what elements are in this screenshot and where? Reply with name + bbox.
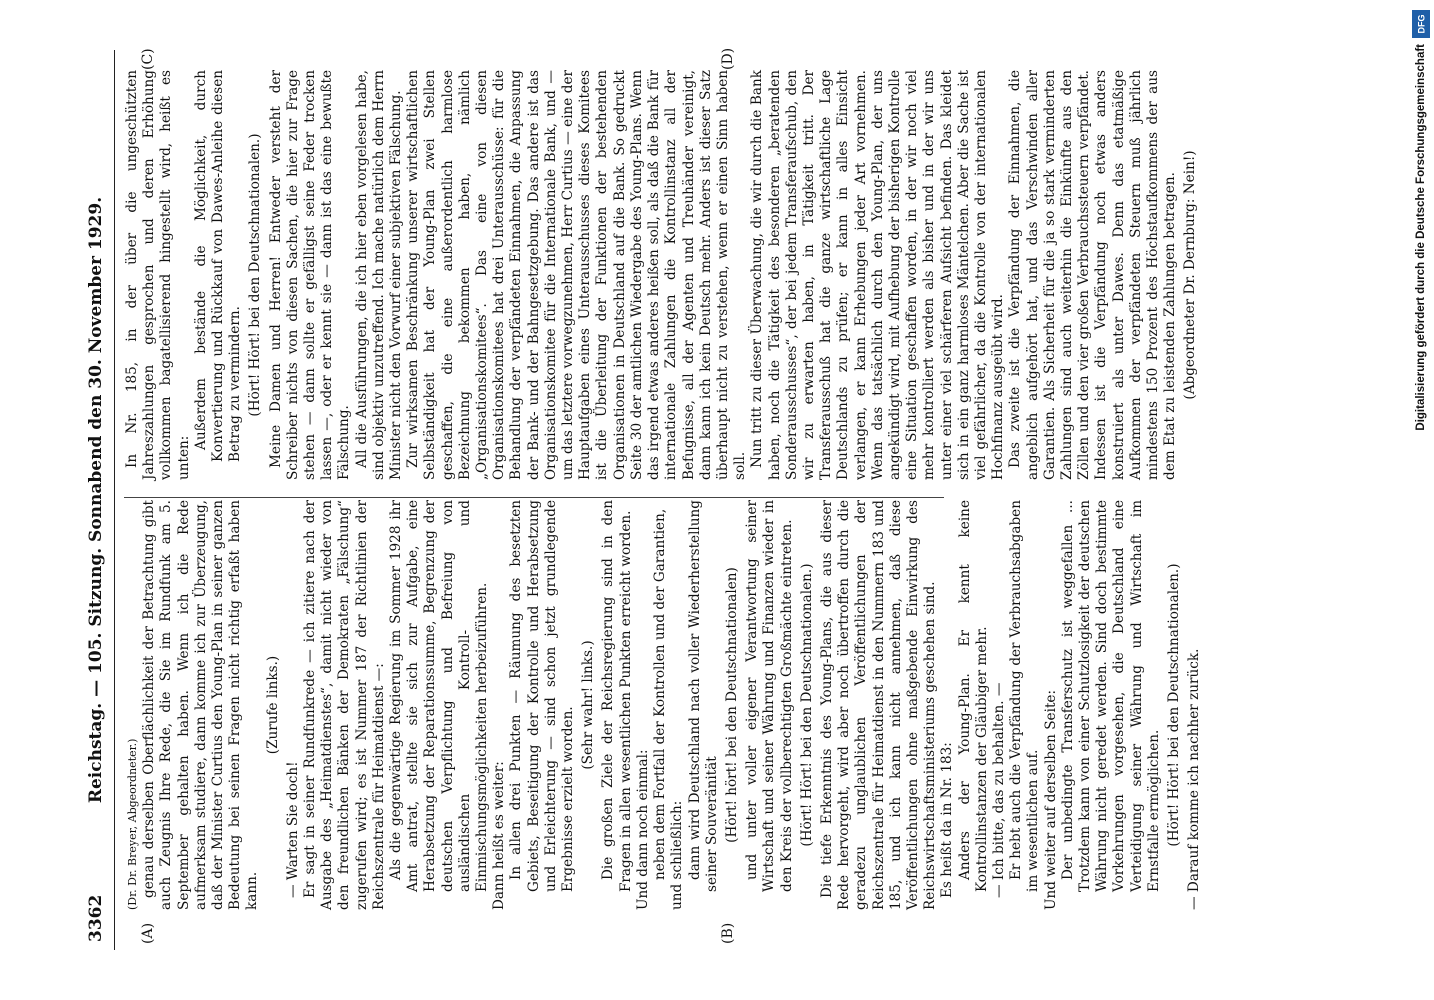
interjection: (Hört! Hört! bei den Deutschnationalen.) — [798, 563, 815, 847]
paragraph: Er sagt in seiner Rundfunkrede — ich zitiere nach der Ausgabe des „Heimatdienstes“, damit nicht wieder von den freundlichen Bänken der Demokraten „Fälschung“ zugerufen wird; es ist Nummer 187 der Richtlinien der Reichszentrale für Heimatdienst —: — [302, 500, 387, 910]
quotation: In allen drei Punkten — Räumung des besetzten Gebiets, Beseitigung der Kontrolle und Herabsetzung und Erleichterung — sind schon jetzt grundlegende Ergebnisse erzielt worden. — [508, 500, 577, 892]
quotation: dann wird Deutschland nach voller Wiederherstellung seiner Souveränität — [686, 500, 720, 892]
paragraph: Das zweite ist die Verpfändung der Einnahmen, die angeblich aufgehört hat, und das Verschwinden aller Garantien. Als Sicherheit für die ja so stark verminderten Zahlungen sind auch weiterhin die Einkünfte aus den Zöllen und den vier großen Verbrauchssteuern verpfändet. Indessen ist die Verpfändung noch etwas anders konstruiert als unter Dawes. Denn das etatmäßige Aufkommen der verpfändeten Steuern muß jährlich mindestens 150 Prozent des Höchstaufkommens der aus dem Etat zu leistenden Zahlungen betragen. — [1007, 70, 1179, 480]
quotation: Außerdem bestände die Möglichkeit, durch Konvertierung und Rückkauf von Dawes-Anleihe diesen Betrag zu vermindern. — [192, 70, 244, 462]
quotation: Anders der Young-Plan. Er kennt keine Kontrollinstanzen der Gläubiger mehr. — [956, 500, 990, 892]
header-rule — [114, 50, 115, 950]
document-page — [80, 47, 1380, 950]
funding-notice: Digitalisierung gefördert durch die Deutsche Forschungsgemeinschaft — [1415, 44, 1427, 431]
speaker-line: (Dr. Dr. Breyer, Abgeordneter.) — [126, 738, 139, 910]
paragraph: — Ich bitte, das zu behalten. — — [990, 682, 1007, 898]
paragraph: Und dann noch einmal: — [634, 749, 651, 910]
paragraph: In Nr. 185, in der über die ungeschützten Jahreszahlungen gesprochen und deren Erhöhung vollkommen bagatellisierend hingestellt wird, heißt es unten: — [124, 70, 192, 480]
margin-letter-d: (D) — [720, 47, 736, 70]
interjection: (Hört! Hört! bei den Deutschnationalen.) — [247, 133, 264, 417]
interjection: (Abgeordneter Dr. Dernburg: Nein!) — [1182, 150, 1199, 400]
dfg-logo-icon — [1412, 10, 1430, 38]
quotation: und unter voller eigener Verantwortung seiner Wirtschaft und seiner Währung und Finanzen wieder in den Kreis der vollberechtigten Großmächte eintreten. — [744, 500, 795, 892]
quotation: Als die gegenwärtige Regierung im Sommer 1928 ihr Amt antrat, stellte sie sich zur Aufgabe, eine Herabsetzung der Reparationssumme, Begrenzung der deutschen Verpflichtung und Befreiung von ausländischen Kontroll- und Einmischungsmöglichkeiten herbeizuführen. — [388, 500, 491, 892]
paragraph: und schließlich: — [669, 800, 686, 910]
paragraph: — Darauf komme ich nachher zurück. — [1186, 648, 1203, 910]
paragraph: Zur wirksamen Beschränkung unserer wirtschaftlichen Selbständigkeit hat der Young-Plan zwei Stellen geschaffen, die eine außerordentlich harmlose Bezeichnung bekommen haben, nämlich „Organisationskomitees“. Das eine von diesen Organisationskomitees hat drei Unterausschüsse: für die Behandlung der verpfändeten Einnahmen, die Anpassung der Bank- und der Bahngesetzgebung. Das andere ist das Organisationskomitee für die Internationale Bank, und — um das letztere vorwegzunehmen, Herr Curtius — eine der Hauptaufgaben eines Unterausschusses dieses Komitees ist die Überleitung der Funktionen der bestehenden Organisationen in Deutschland auf die Bank. So gedruckt Seite 30 der amtlichen Wiedergabe des Young-Plans. Wenn das irgend etwas anderes heißen soll, als daß die Bank für internationale Zahlungen die Kontrollinstanz all der Befugnisse, all der Agenten und Treuhänder vereinigt, dann kann ich kein Deutsch mehr. Anders ist dieser Satz überhaupt nicht zu verstehen, wenn er einen Sinn haben soll. — [405, 70, 749, 480]
left-column — [124, 500, 1203, 910]
page-number: 3362 — [86, 894, 106, 942]
page-header — [80, 50, 114, 950]
quotation: Der unbedingte Transferschutz ist weggefallen ... Trotzdem kann von einer Schutzlosigkeit der deutschen Währung nicht geredet werden. Sind doch bestimmte Vorkehrungen vorgesehen, die Deutschland eine Verteidigung seiner Währung und Wirtschaft im Ernstfalle ermöglichen. — [1059, 500, 1162, 892]
digitization-stamp — [1408, 8, 1434, 993]
interjection: (Hört! hört! bei den Deutschnationalen) — [723, 567, 740, 843]
interjection: (Zurufe links.) — [264, 655, 281, 755]
paragraph: Und weiter auf derselben Seite: — [1042, 689, 1059, 910]
paragraph: All die Ausführungen, die ich hier eben vorgelesen habe, sind objektiv unzutreffend. Ich mache natürlich dem Herrn Minister nicht den Vorwurf einer subjektiven Fälschung. — [353, 70, 405, 480]
right-column — [124, 70, 1203, 480]
quotation: Er hebt auch die Verpfändung der Verbrauchsabgaben im wesentlichen auf. — [1008, 500, 1042, 892]
paragraph: Die tiefe Erkenntnis des Young-Plans, die aus dieser Rede hervorgeht, wird aber noch übertroffen durch die geradezu unglaublichen Veröffentlichungen der Reichszentrale für Heimatdienst in den Nummern 183 und 185, und ich kann nicht annehmen, daß diese Veröffentlichungen ohne maßgebende Einwirkung des Reichswirtschaftsministeriums geschehen sind. — [818, 500, 939, 910]
margin-letter-a: (A) — [140, 922, 156, 944]
margin-letter-c: (C) — [140, 48, 156, 70]
quotation: neben dem Fortfall der Kontrollen und der Garantien, — [652, 508, 669, 880]
paragraph: Dann heißt es weiter: — [491, 761, 508, 910]
interjection: (Hört! Hört! bei den Deutschnationalen.) — [1165, 563, 1182, 847]
paragraph: Meine Damen und Herren! Entweder versteht der Schreiber nichts von diesen Sachen, die hier zur Frage stehen — dann sollte er gefälligst seine Feder trocken lassen —, oder er kennt sie — dann ist das eine bewußte Fälschung. — [267, 70, 353, 480]
quotation: Die großen Ziele der Reichsregierung sind in den Fragen in allen wesentlichen Punkten erreicht worden. — [600, 500, 634, 892]
dfg-badge-label: DFG — [1416, 14, 1426, 34]
interjection: (Sehr wahr! links.) — [580, 640, 597, 770]
paragraph: — Warten Sie doch! — [284, 761, 301, 898]
margin-letter-b: (B) — [720, 922, 736, 944]
column-rule — [124, 497, 944, 498]
paragraph: Nun tritt zu dieser Überwachung, die wir durch die Bank haben, noch die Tätigkeit des besonderen „beratenden Sonderausschusses“, der bei jedem Transferaufschub, den wir zu erwarten haben, in Tätigkeit tritt. Der Transferausschuß hat die ganze wirtschaftliche Lage Deutschlands zu prüfen; er kann in alles Einsicht verlangen, er kann Erhebungen jeder Art vornehmen. Wenn das tatsächlich durch den Young-Plan, der uns angekündigt wird, mit Aufhebung der bisherigen Kontrolle eine Situation geschaffen worden, in der wir noch viel mehr kontrolliert werden als bisher und in der wir uns unter einer viel schärferen Aufsicht befinden. Das kleidet sich in ein ganz harmloses Mäntelchen. Aber die Sache ist viel gefährlicher, da die Kontrolle von der internationalen Hochfinanz ausgeübt wird. — [749, 70, 1007, 480]
running-head: Reichstag. — 105. Sitzung. Sonnabend den 30. November 1929. — [86, 196, 106, 804]
paragraph: Es heißt da in Nr. 183: — [939, 742, 956, 898]
paragraph: genau derselben Oberflächlichkeit der Betrachtung gibt auch Zeugnis Ihre Rede, die Sie im Rundfunk am 5. September gehalten haben. Wenn ich die Rede aufmerksam studiere, dann komme ich zur Überzeugung, daß der Minister Curtius den Young-Plan in seiner ganzen Bedeutung bei seinen Fragen nicht richtig erfaßt haben kann. — [141, 500, 261, 910]
